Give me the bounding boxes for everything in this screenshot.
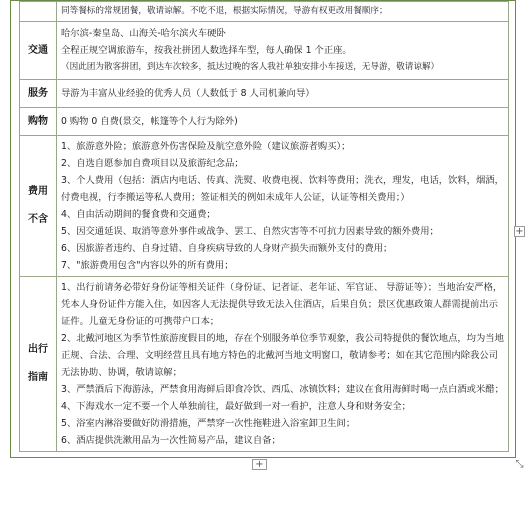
list-item: 7、"旅游费用包含"内容以外的所有费用； bbox=[61, 260, 234, 271]
service-label: 服务 bbox=[20, 80, 57, 108]
excluded-costs-cell bbox=[57, 136, 509, 277]
meal-note-text: 同等餐标的常规团餐，敬请谅解。不吃不退，根据实际情况，导游有权更改用餐顺序； bbox=[61, 6, 388, 16]
shopping-row bbox=[20, 108, 509, 136]
meal-note-row bbox=[20, 2, 509, 22]
transport-line-3: （因此团为散客拼团，到达车次较多，抵达过晚的客人我社单独安排小车接送，无导游，敬请谅解） bbox=[61, 62, 440, 72]
shopping-cell bbox=[57, 108, 509, 136]
travel-guide-row bbox=[20, 277, 509, 452]
list-item: 5、浴室内淋浴要做好防滑措施，严禁穿一次性拖鞋进入浴室卸卫生间； bbox=[61, 418, 356, 429]
add-column-icon[interactable]: + bbox=[515, 226, 524, 237]
shopping-text: 0 购物 0 自费(景交，帐篷等个人行为除外) bbox=[61, 116, 238, 127]
table-resize-icon[interactable]: ⤡ bbox=[515, 459, 524, 470]
list-item: 6、酒店提供洗漱用品为一次性简易产品，建议自备； bbox=[61, 435, 281, 446]
list-item: 3、严禁酒后下海游泳，严禁食用海鲜后即食冷饮、西瓜、冰镇饮料；建议在食用海鲜时喝一点白酒或米醋； bbox=[61, 384, 504, 395]
service-text: 导游为丰富从业经验的优秀人员（人数低于 8 人司机兼向导） bbox=[61, 88, 315, 99]
list-item: 3、个人费用（包括：酒店内电话、传真、洗熨、收费电视、饮料等费用；洗衣，理发，电话，饮料，烟酒，付费电视，行李搬运等私人费用；签证相关的例如未成年人公证，认证等相关费用；） bbox=[61, 175, 504, 203]
list-item: 2、自选自愿参加自费项目以及旅游纪念品； bbox=[61, 158, 244, 169]
service-row bbox=[20, 80, 509, 108]
add-row-icon[interactable]: + bbox=[252, 459, 267, 470]
transport-line-2: 全程正规空调旅游车，按我社拼团人数选择车型，每人确保 1 个正座。 bbox=[61, 45, 352, 56]
meal-note-label-cell bbox=[20, 2, 57, 22]
excluded-label-bottom: 不含 bbox=[28, 214, 48, 225]
service-cell bbox=[57, 80, 509, 108]
transport-label: 交通 bbox=[20, 22, 57, 80]
shopping-label: 购物 bbox=[20, 108, 57, 136]
meal-note-cell bbox=[57, 2, 509, 22]
excluded-costs-label bbox=[20, 136, 57, 277]
transport-line-1: 哈尔滨-秦皇岛、山海关-哈尔滨火车硬卧 bbox=[61, 28, 226, 39]
itinerary-table bbox=[19, 1, 509, 452]
travel-guide-label bbox=[20, 277, 57, 452]
list-item: 1、旅游意外险；旅游意外伤害保险及航空意外险（建议旅游者购买）； bbox=[61, 141, 351, 152]
list-item: 4、自由活动期间的餐食费和交通费； bbox=[61, 209, 216, 220]
guide-label-bottom: 指南 bbox=[28, 372, 48, 383]
transport-row bbox=[20, 22, 509, 80]
excluded-label-top: 费用 bbox=[28, 186, 48, 197]
transport-cell bbox=[57, 22, 509, 80]
travel-guide-cell bbox=[57, 277, 509, 452]
guide-label-top: 出行 bbox=[28, 344, 48, 355]
list-item: 1、出行前请务必带好身份证等相关证件（身份证、记者证、老年证、军官证、 导游证等）；当地治安严格，凭本人身份证件方能入住，如因客人无法提供导致无法入住酒店，后果自负；景区优惠政策人群需提前出示证件。儿童无身份证的可携带户口本； bbox=[61, 282, 503, 327]
excluded-costs-row bbox=[20, 136, 509, 277]
list-item: 4、下海戏水一定不要一个人单独前往，最好做到一对一看护，注意人身和财务安全； bbox=[61, 401, 411, 412]
list-item: 5、因交通延误、取消等意外事件或战争、罢工、自然灾害等不可抗力因素导致的额外费用； bbox=[61, 226, 439, 237]
list-item: 2、北戴河地区为季节性旅游度假目的地，存在个别服务单位季节观象，我公司特提供的餐饮地点，均为当地正规、合法、合理、文明经营且具有地方特色的北戴河当地文明窗口，敬请参考；如在其它范围内除我公司无法协助、协调，敬请谅解； bbox=[61, 333, 504, 378]
document-page bbox=[10, 0, 516, 458]
list-item: 6、因旅游者违约、自身过错、自身疾病导致的人身财产损失而额外支付的费用； bbox=[61, 243, 393, 254]
